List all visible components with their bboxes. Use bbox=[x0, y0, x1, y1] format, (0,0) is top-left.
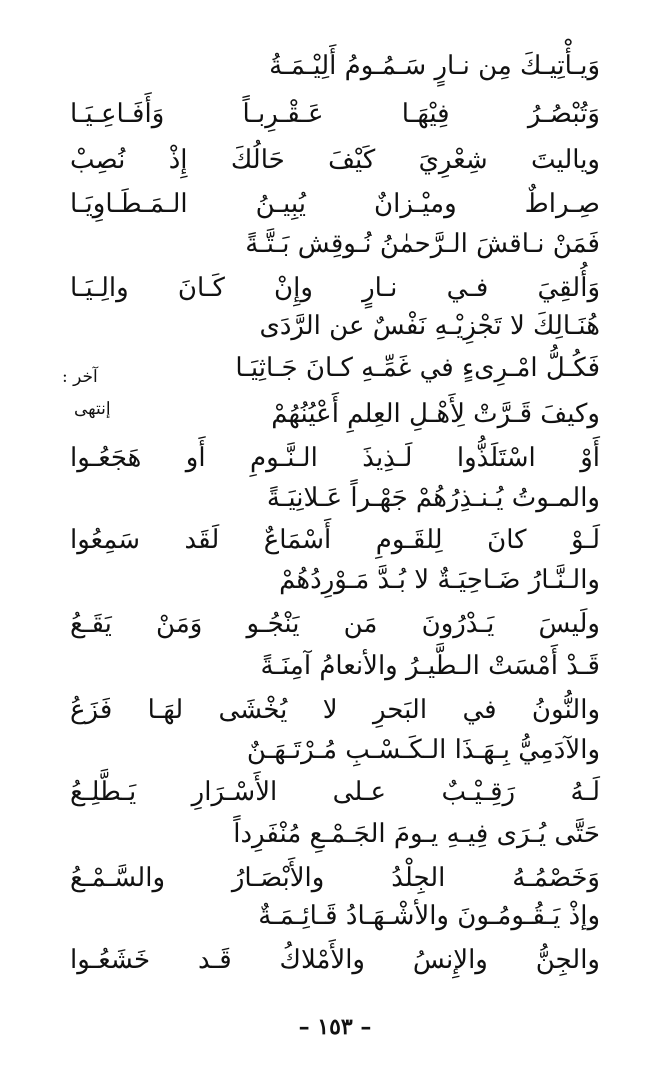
verse-line-5: فَمَنْ نـاقشَ الـرَّحمٰنُ نُـوقِش بَـتَّـةً bbox=[245, 229, 600, 259]
verse-line-20: وَخَصْمُـهُ الجِلْدُ والأَبْصَـارُ والسَّـمْـعُ bbox=[70, 863, 600, 893]
verse-line-19: حَتَّى يُـرَى فِيـهِ يـومَ الجَـمْـعِ مُنْفَرِداً bbox=[233, 819, 600, 849]
verse-line-18: لَـهُ رَقِـيْـبٌ عـلى الأَسْـرَارِ يَـطَّلِـعُ bbox=[70, 777, 600, 807]
margin-note-end: إنتهى bbox=[74, 399, 111, 419]
verse-line-4: صِـراطٌ وميْـزانٌ يُبِيـنُ الـمَـطَـاوِيَـا bbox=[70, 189, 600, 219]
verse-line-12: لَـوْ كانَ لِلقَـومِ أَسْمَاعٌ لَقَد سَمِعُوا bbox=[70, 525, 600, 555]
verse-line-7: هُنَـالِكَ لا تَجْزِيْـهِ نَفْسٌ عن الرَّدَى bbox=[259, 311, 600, 341]
margin-note-other: آخر : bbox=[62, 367, 98, 387]
verse-line-10: أَوْ اسْتَلَذُّوا لَـذِيذَ الـنَّـومِ أَو هَجَعُـوا bbox=[70, 443, 600, 473]
page-number: – ١٥٣ – bbox=[298, 1014, 372, 1040]
verse-line-14: ولَيسَ يَـدْرُونَ مَن يَنْجُـو وَمَنْ يَقَـعُ bbox=[70, 609, 600, 639]
verse-line-8: فَكُـلُّ امْـرِىءٍ في غَمِّـهِ كـانَ جَـاثِيَـا bbox=[235, 353, 600, 383]
verse-line-2: وَتُبْصُـرُ فِيْهَـا عَـقْـرِبـاً وَأَفَـاعِـيَـا bbox=[70, 99, 600, 129]
verse-line-11: والمـوتُ يُـنـذِرُهُمْ جَهْـراً عَـلانِيَـةً bbox=[266, 483, 600, 513]
verse-line-3: وياليتَ شِعْرِيَ كَيْفَ حَالُكَ إِذْ نُصِبْ bbox=[70, 145, 600, 175]
verse-line-17: والآدَمِيُّ بِـهَـذَا الـكَـسْـبِ مُـرْتَـهَـنٌ bbox=[246, 735, 600, 765]
verse-line-22: والجِنُّ والإِنسُ والأَمْلاكُ قَـد خَشَعُـوا bbox=[70, 945, 600, 975]
verse-line-9: وكيفَ قَـرَّتْ لِأَهْـلِ العِلمِ أَعْيُنُهُمْ bbox=[271, 399, 600, 429]
verse-line-16: والنُّونُ في البَحرِ لا يُخْشَى لهَـا فَزَعُ bbox=[70, 695, 600, 725]
verse-line-13: والـنَّـارُ ضَـاحِيَـةٌ لا بُـدَّ مَـوْرِدُهُمْ bbox=[279, 565, 600, 595]
verse-line-6: وَأُلقِيَ فـي نـارٍ وإِنْ كَـانَ والِـيَـا bbox=[70, 273, 600, 303]
verse-line-15: قَـدْ أَمْسَتْ الـطَّيـرُ والأنعامُ آمِنَـةً bbox=[260, 651, 600, 681]
verse-line-1: وَيـأْتِيـكَ مِن نـارٍ سَـمُـومُ أَلِيْـمَـةُ bbox=[269, 51, 600, 81]
verse-line-21: وإذْ يَـقُـومُـونَ والأشْـهَـادُ قَـائِـمَـةٌ bbox=[258, 901, 600, 931]
